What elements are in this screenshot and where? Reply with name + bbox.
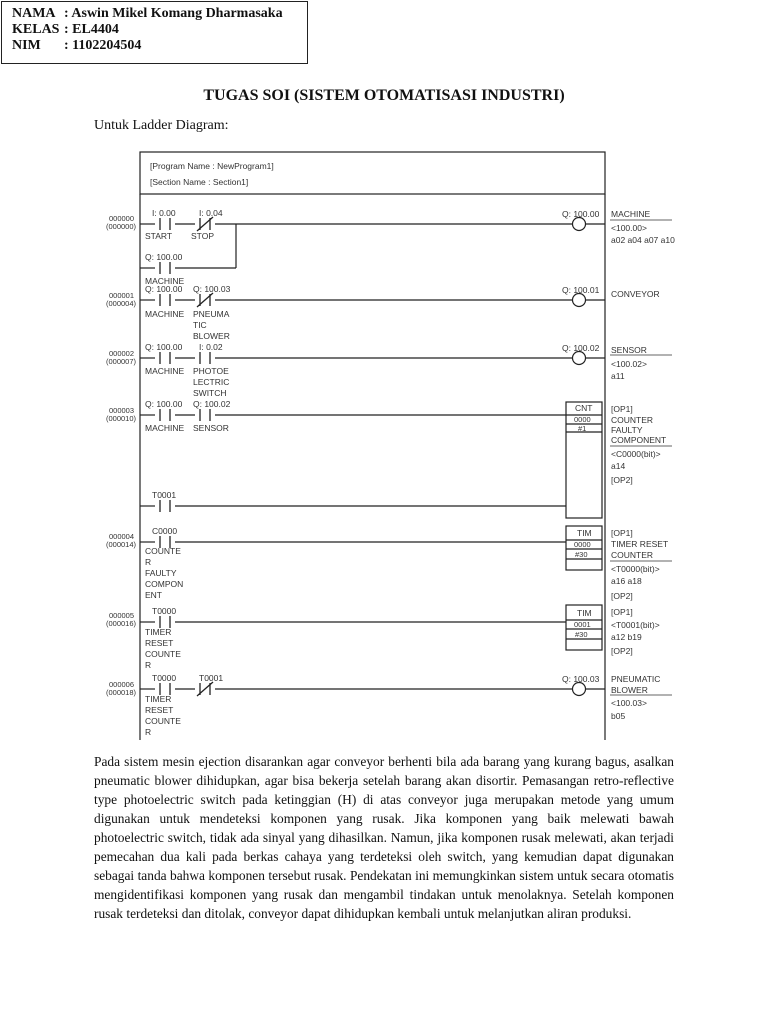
program-header-box: [140, 152, 605, 194]
block-type: TIM: [577, 608, 592, 618]
rung-number: 000000: [109, 214, 135, 223]
coil-label: <100.00>: [611, 223, 647, 233]
block-label: [OP2]: [611, 591, 633, 601]
contact-address: Q: 100.00: [145, 284, 183, 294]
rung-step: (000004): [106, 299, 137, 308]
contact-address: T0000: [152, 673, 177, 683]
kelas-value: : EL4404: [64, 22, 119, 37]
contact-address: Q: 100.03: [193, 284, 231, 294]
program-name: [Program Name : NewProgram1]: [150, 161, 274, 171]
rung-number: 000002: [109, 349, 135, 358]
rung-number: 000006: [109, 680, 135, 689]
block-label: <T0000(bit)>: [611, 564, 660, 574]
contact-name: MACHINE: [145, 423, 185, 433]
contact-name: FAULTY: [145, 568, 177, 578]
document-title: TUGAS SOI (SISTEM OTOMATISASI INDUSTRI): [203, 87, 565, 104]
contact-name: COMPON: [145, 579, 184, 589]
contact-address: C0000: [152, 526, 178, 536]
block-label: COMPONENT: [611, 435, 667, 445]
rung-number: 000003: [109, 406, 135, 415]
contact-name: COUNTE: [145, 546, 181, 556]
ladder-diagram: [0, 140, 700, 740]
contact-name: R: [145, 660, 152, 670]
contact-sensor: [200, 409, 210, 421]
contact-address: T0001: [199, 673, 224, 683]
coil-label: <100.03>: [611, 698, 647, 708]
contact-address: Q: 100.00: [145, 342, 183, 352]
block-label: a12 b19: [611, 632, 642, 642]
block-type: CNT: [575, 403, 593, 413]
contact-start: [160, 218, 170, 230]
coil-pneumatic-blower: [573, 683, 586, 696]
block-label: a14: [611, 461, 626, 471]
contact-name: R: [145, 727, 152, 737]
coil-label: CONVEYOR: [611, 289, 660, 299]
nim-value: : 1102204504: [64, 38, 142, 53]
block-label: FAULTY: [611, 425, 643, 435]
coil-label: PNEUMATIC: [611, 674, 661, 684]
nama-label: NAMA: [12, 6, 56, 21]
contact-name: PHOTOE: [193, 366, 229, 376]
block-label: [OP2]: [611, 646, 633, 656]
nim-row: [12, 38, 307, 54]
coil-machine: [573, 218, 586, 231]
block-number: 0000: [574, 540, 591, 549]
coil-label: b05: [611, 711, 626, 721]
block-label: COUNTER: [611, 550, 654, 560]
coil-label: a02 a04 a07 a10: [611, 235, 675, 245]
block-preset: #30: [575, 630, 588, 639]
contact-address: I: 0.04: [199, 208, 223, 218]
rung-number: 000001: [109, 291, 135, 300]
coil-sensor: [573, 352, 586, 365]
student-info-box: [1, 1, 308, 64]
contact-stop-nc: [197, 217, 213, 231]
contact-name: START: [145, 231, 173, 241]
block-number: 0000: [574, 415, 591, 424]
contact-machine-r3: [160, 409, 170, 421]
contact-machine-latch: [160, 262, 170, 274]
contact-address: Q: 100.00: [145, 399, 183, 409]
contact-name: PNEUMA: [193, 309, 230, 319]
contact-name: TIMER: [145, 694, 172, 704]
block-number: 0001: [574, 620, 591, 629]
contact-name: BLOWER: [193, 331, 230, 341]
contact-name: RESET: [145, 705, 174, 715]
block-label: COUNTER: [611, 415, 654, 425]
rung-number: 000005: [109, 611, 135, 620]
coil-address: Q: 100.03: [562, 674, 600, 684]
contact-address: I: 0.02: [199, 342, 223, 352]
contact-photoelectric: [200, 352, 210, 364]
block-preset: #1: [578, 424, 587, 433]
contact-name: SWITCH: [193, 388, 227, 398]
block-label: <T0001(bit)>: [611, 620, 660, 630]
kelas-row: [12, 22, 307, 38]
nim-label: NIM: [12, 38, 41, 53]
rung-step: (000010): [106, 414, 137, 423]
contact-name: TIMER: [145, 627, 172, 637]
contact-name: MACHINE: [145, 309, 185, 319]
block-label: [OP1]: [611, 607, 633, 617]
explanation-paragraph: Pada sistem mesin ejection disarankan agar conveyor berhenti bila ada barang yang kurang bagus, asalkan pneumatic blower dihidupkan, agar bisa bekerja setelah barang akan disortir. Pemasangan retro-reflective type photoelectric switch pada ketinggian (H) di atas conveyor juga merupakan metode yang umum digunakan untuk mendeteksi komponen yang rusak. Jika komponen yang baik melewati bawah photoelectric switch, tidak ada sinyal yang dihasilkan. Namun, jika komponen rusak melewati, akan terjadi pemecahan dua kali pada berkas cahaya yang terdeteksi oleh switch, yang kemudian dapat digunakan sebagai tanda bahwa komponen tersebut rusak. Pendekatan ini memungkinkan sistem untuk secara otomatis mengidentifikasi komponen yang rusak dan mengambil tindakan untuk menolaknya. Setelah komponen rusak terdeteksi dan ditolak, conveyor dapat dihidupkan kembali untuk melanjutkan aliran produksi.: [94, 754, 674, 921]
contact-t0001-nc: [197, 682, 213, 696]
contact-address: I: 0.00: [152, 208, 176, 218]
contact-name: COUNTE: [145, 716, 181, 726]
contact-name: LECTRIC: [193, 377, 230, 387]
block-label: [OP1]: [611, 404, 633, 414]
block-label: <C0000(bit)>: [611, 449, 661, 459]
coil-label: MACHINE: [611, 209, 651, 219]
coil-label: SENSOR: [611, 345, 647, 355]
contact-name: R: [145, 557, 152, 567]
block-label: [OP2]: [611, 475, 633, 485]
coil-label: <100.02>: [611, 359, 647, 369]
contact-blower-nc: [197, 293, 213, 307]
nama-value: : Aswin Mikel Komang Dharmasaka: [64, 6, 283, 21]
coil-conveyor: [573, 294, 586, 307]
contact-t0001-reset: [160, 500, 170, 512]
contact-name: TIC: [193, 320, 207, 330]
intro-text: Untuk Ladder Diagram:: [94, 118, 229, 133]
coil-address: Q: 100.01: [562, 285, 600, 295]
coil-address: Q: 100.02: [562, 343, 600, 353]
contact-address: Q: 100.02: [193, 399, 231, 409]
block-label: [OP1]: [611, 528, 633, 538]
contact-name: MACHINE: [145, 276, 185, 286]
contact-address: Q: 100.00: [145, 252, 183, 262]
contact-name: STOP: [191, 231, 214, 241]
section-name: [Section Name : Section1]: [150, 177, 249, 187]
nama-row: [12, 6, 307, 22]
contact-name: RESET: [145, 638, 174, 648]
rung-step: (000018): [106, 688, 137, 697]
block-type: TIM: [577, 528, 592, 538]
contact-machine-r2: [160, 352, 170, 364]
contact-name: SENSOR: [193, 423, 229, 433]
contact-address: T0001: [152, 490, 177, 500]
coil-label: BLOWER: [611, 685, 648, 695]
block-label: TIMER RESET: [611, 539, 669, 549]
block-label: a16 a18: [611, 576, 642, 586]
contact-name: MACHINE: [145, 366, 185, 376]
rung-step: (000000): [106, 222, 137, 231]
block-preset: #30: [575, 550, 588, 559]
contact-address: T0000: [152, 606, 177, 616]
contact-machine-r1: [160, 294, 170, 306]
coil-address: Q: 100.00: [562, 209, 600, 219]
contact-name: ENT: [145, 590, 162, 600]
rung-step: (000007): [106, 357, 137, 366]
rung-step: (000016): [106, 619, 137, 628]
kelas-label: KELAS: [12, 22, 60, 37]
rung-step: (000014): [106, 540, 137, 549]
coil-label: a11: [611, 371, 625, 381]
rung-number: 000004: [109, 532, 135, 541]
contact-name: COUNTE: [145, 649, 181, 659]
